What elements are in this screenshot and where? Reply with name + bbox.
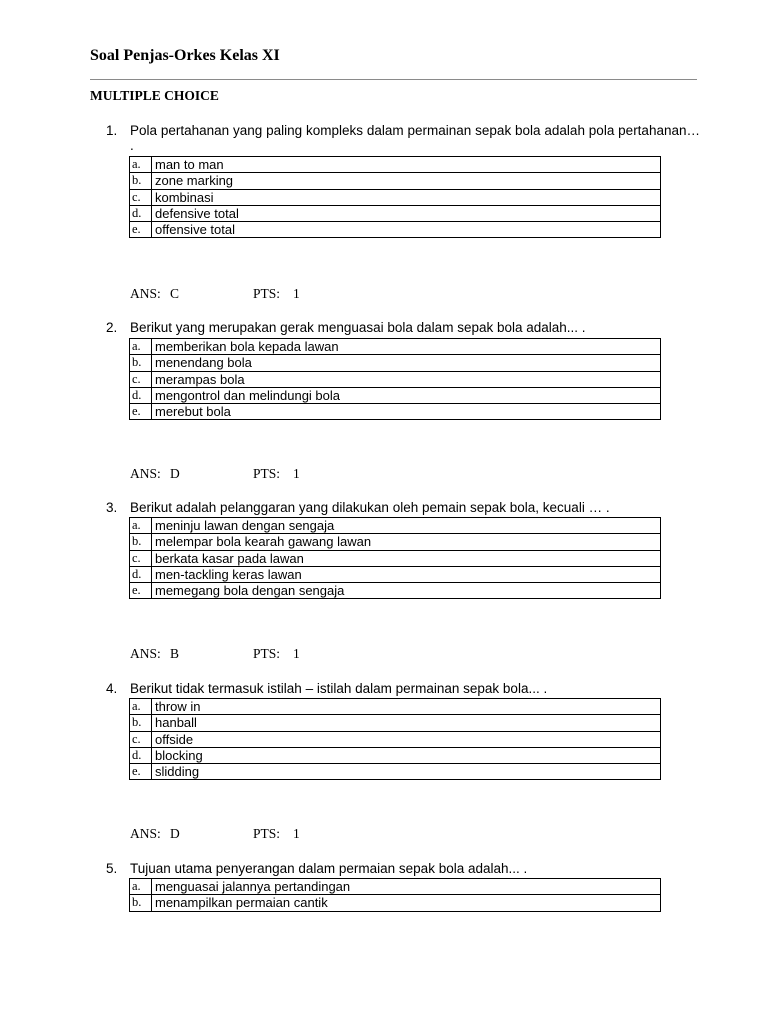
option-letter: a. xyxy=(130,339,152,355)
ans-value: D xyxy=(170,466,180,481)
question-text: Berikut yang merupakan gerak menguasai bola dalam sepak bola adalah... . xyxy=(130,320,586,335)
options-table xyxy=(129,698,661,780)
option-text: merebut bola xyxy=(152,404,661,420)
option-row xyxy=(130,534,661,550)
option-letter: d. xyxy=(130,205,152,221)
option-row xyxy=(130,222,661,238)
option-letter: d. xyxy=(130,747,152,763)
option-text: zone marking xyxy=(152,173,661,189)
document-title: Soal Penjas-Orkes Kelas XI xyxy=(90,47,280,64)
ans-value: B xyxy=(170,646,180,661)
option-letter: e. xyxy=(130,404,152,420)
option-row xyxy=(130,157,661,173)
option-row xyxy=(130,189,661,205)
option-text: memegang bola dengan sengaja xyxy=(152,583,661,599)
option-letter: a. xyxy=(130,699,152,715)
option-letter: c. xyxy=(130,189,152,205)
option-text: hanball xyxy=(152,715,661,731)
option-text: man to man xyxy=(152,157,661,173)
pts-value: 1 xyxy=(293,466,300,481)
option-letter: b. xyxy=(130,895,152,911)
option-letter: d. xyxy=(130,387,152,403)
options-table xyxy=(129,156,661,238)
ans-label: ANS: xyxy=(130,286,161,301)
option-row xyxy=(130,550,661,566)
pts-label: PTS: xyxy=(253,646,281,661)
option-text: throw in xyxy=(152,699,661,715)
option-letter: e. xyxy=(130,764,152,780)
option-row xyxy=(130,715,661,731)
option-text: men-tackling keras lawan xyxy=(152,566,661,582)
option-row xyxy=(130,747,661,763)
question-text: Berikut adalah pelanggaran yang dilakukan oleh pemain sepak bola, kecuali … . xyxy=(130,500,610,515)
option-row xyxy=(130,583,661,599)
option-text: berkata kasar pada lawan xyxy=(152,550,661,566)
option-text: offside xyxy=(152,731,661,747)
option-letter: b. xyxy=(130,173,152,189)
option-letter: a. xyxy=(130,879,152,895)
option-letter: b. xyxy=(130,534,152,550)
pts-value: 1 xyxy=(293,646,300,661)
question-number: 4. xyxy=(106,681,118,696)
option-text: kombinasi xyxy=(152,189,661,205)
question-number: 5. xyxy=(106,861,118,876)
option-row xyxy=(130,764,661,780)
option-row xyxy=(130,355,661,371)
option-text: slidding xyxy=(152,764,661,780)
options-table xyxy=(129,338,661,420)
option-row xyxy=(130,387,661,403)
option-row xyxy=(130,371,661,387)
question-text: Pola pertahanan yang paling kompleks dalam permainan sepak bola adalah pola pertahanan… . xyxy=(130,123,700,153)
option-text: defensive total xyxy=(152,205,661,221)
option-letter: c. xyxy=(130,371,152,387)
option-text: melempar bola kearah gawang lawan xyxy=(152,534,661,550)
option-row xyxy=(130,699,661,715)
pts-value: 1 xyxy=(293,826,300,841)
pts-label: PTS: xyxy=(253,466,281,481)
option-row xyxy=(130,566,661,582)
option-row xyxy=(130,879,661,895)
ans-label: ANS: xyxy=(130,466,161,481)
option-text: mengontrol dan melindungi bola xyxy=(152,387,661,403)
option-row xyxy=(130,339,661,355)
option-text: merampas bola xyxy=(152,371,661,387)
option-text: menguasai jalannya pertandingan xyxy=(152,879,661,895)
ans-value: C xyxy=(170,286,180,301)
option-text: meninju lawan dengan sengaja xyxy=(152,518,661,534)
option-row xyxy=(130,173,661,189)
option-letter: e. xyxy=(130,583,152,599)
question-text: Tujuan utama penyerangan dalam permaian sepak bola adalah... . xyxy=(130,861,528,876)
option-row xyxy=(130,895,661,911)
option-letter: a. xyxy=(130,518,152,534)
option-letter: c. xyxy=(130,731,152,747)
option-text: blocking xyxy=(152,747,661,763)
pts-value: 1 xyxy=(293,286,300,301)
option-row xyxy=(130,731,661,747)
options-table xyxy=(129,517,661,599)
option-letter: a. xyxy=(130,157,152,173)
option-letter: b. xyxy=(130,715,152,731)
option-letter: e. xyxy=(130,222,152,238)
option-row xyxy=(130,518,661,534)
option-row xyxy=(130,404,661,420)
option-text: memberikan bola kepada lawan xyxy=(152,339,661,355)
section-heading: MULTIPLE CHOICE xyxy=(90,88,219,103)
pts-label: PTS: xyxy=(253,826,281,841)
question-number: 3. xyxy=(106,500,118,515)
ans-value: D xyxy=(170,826,180,841)
question-number: 2. xyxy=(106,320,118,335)
option-text: offensive total xyxy=(152,222,661,238)
ans-label: ANS: xyxy=(130,646,161,661)
option-letter: c. xyxy=(130,550,152,566)
question-text: Berikut tidak termasuk istilah – istilah dalam permainan sepak bola... . xyxy=(130,681,548,696)
ans-label: ANS: xyxy=(130,826,161,841)
option-text: menendang bola xyxy=(152,355,661,371)
title-divider xyxy=(90,79,697,80)
option-text: menampilkan permaian cantik xyxy=(152,895,661,911)
option-letter: b. xyxy=(130,355,152,371)
question-number: 1. xyxy=(106,123,118,138)
options-table xyxy=(129,878,661,912)
option-letter: d. xyxy=(130,566,152,582)
pts-label: PTS: xyxy=(253,286,281,301)
option-row xyxy=(130,205,661,221)
